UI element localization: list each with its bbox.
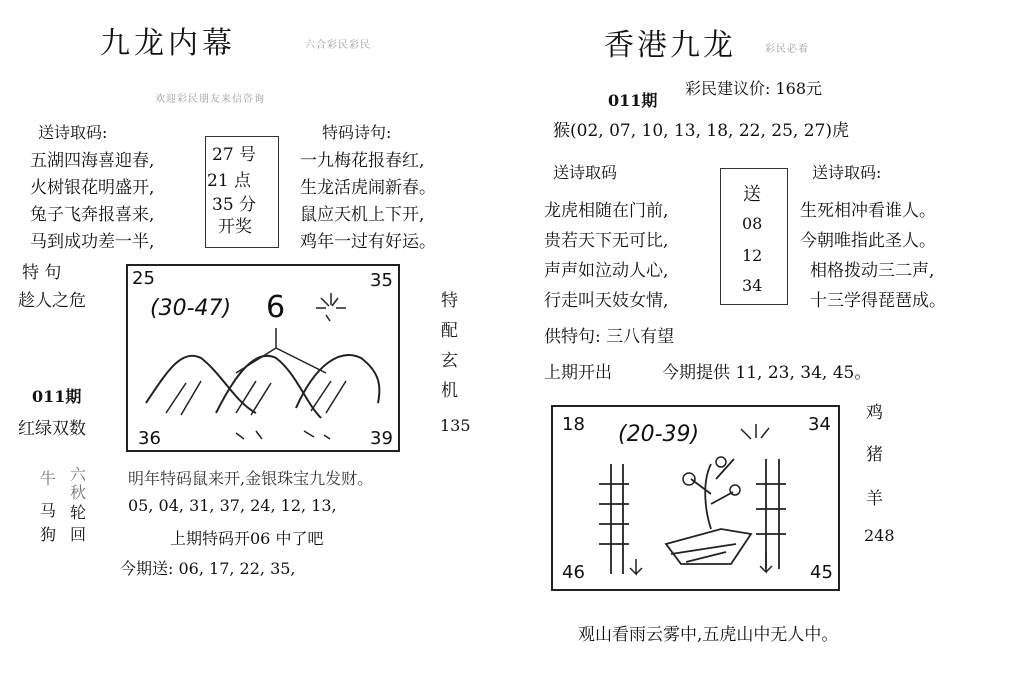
sketch-range: (30-47): [150, 296, 232, 321]
sketch-digit: 6: [266, 290, 286, 325]
left-poem-right-line: 鼠应天机上下开,: [300, 205, 425, 225]
right-poem-line: 声声如泣动人心,: [544, 261, 669, 281]
side-char: 机: [441, 381, 458, 401]
special-text: 趁人之危: [18, 291, 86, 311]
left-banner: 欢迎彩民朋友来信咨询: [155, 94, 265, 105]
left-title: 九龙内幕: [100, 26, 236, 61]
special-head: 特 句: [22, 263, 62, 283]
left-poem-right-line: 生龙活虎闹新春。: [300, 178, 436, 198]
left-issue: 011期: [32, 387, 82, 406]
red-green-label: 红绿双数: [18, 419, 86, 439]
left-poem-right-line: 鸡年一过有好运。: [300, 232, 436, 252]
right-issue: 011期: [608, 91, 658, 110]
sketch-corner-tr: 35: [370, 270, 393, 291]
send-box-line: 34: [742, 276, 763, 295]
left-poem-line: 马到成功差一半,: [30, 232, 155, 252]
provide-line: 今期提供 11, 23, 34, 45。: [662, 363, 872, 383]
zodiac-col: 牛: [40, 469, 57, 488]
right-poem-line: 龙虎相随在门前,: [544, 201, 669, 221]
left-line-3: 上期特码开06 中了吧: [170, 529, 324, 548]
left-poem-line: 五湖四海喜迎春,: [30, 151, 155, 171]
draw-box-line: 27 号: [212, 145, 257, 165]
draw-box-line: 35 分: [212, 195, 257, 215]
sketch-range: (20-39): [618, 422, 700, 447]
right-poem-head: 送诗取码: [553, 163, 618, 182]
send-box-line: 12: [742, 246, 763, 265]
left-line-1: 明年特码鼠来开,金银珠宝九发财。: [128, 469, 374, 488]
zodiac-col: 六: [70, 465, 87, 484]
sketch-corner-br: 45: [810, 562, 833, 583]
side-char: 配: [441, 321, 458, 341]
left-line-4: 今期送: 06, 17, 22, 35,: [120, 559, 296, 578]
left-poem-head: 送诗取码:: [38, 123, 108, 142]
left-poem-line: 兔子飞奔报喜来,: [30, 205, 155, 225]
zodiac-col: 狗: [40, 525, 57, 544]
sketch-corner-tl: 18: [562, 414, 585, 435]
right-price: 彩民建议价: 168元: [685, 79, 823, 98]
sketch-corner-bl: 36: [138, 428, 161, 449]
right-title: 香港九龙: [604, 28, 736, 63]
right-side-number: 248: [864, 526, 895, 545]
zodiac-col: 秋: [70, 483, 87, 502]
last-issue: 上期开出: [544, 363, 612, 383]
right-footer: 观山看雨云雾中,五虎山中无人中。: [578, 625, 839, 645]
zodiac-col: 回: [70, 525, 87, 544]
left-poem-line: 火树银花明盛开,: [30, 178, 155, 198]
side-number: 135: [440, 416, 471, 435]
draw-box-line: 21 点: [207, 171, 252, 191]
zodiac-col: 轮: [70, 503, 87, 522]
send-box-line: 送: [743, 184, 761, 205]
right-poem-right-head: 送诗取码:: [812, 163, 882, 182]
left-subtitle: 六合彩民彩民: [305, 40, 371, 51]
left-line-2: 05, 04, 31, 37, 24, 12, 13,: [128, 496, 337, 515]
side-char: 玄: [441, 351, 458, 371]
sketch-corner-bl: 46: [562, 562, 585, 583]
right-special: 供特句: 三八有望: [544, 327, 675, 347]
zodiac-col: 马: [40, 501, 57, 520]
side-char: 特: [441, 291, 458, 311]
left-poem-right-line: 一九梅花报春红,: [300, 151, 425, 171]
left-sketch: [126, 263, 401, 453]
right-side-char: 羊: [866, 489, 883, 509]
right-title-faint: 彩民必看: [765, 44, 809, 55]
right-poem-line: 贵若天下无可比,: [544, 231, 669, 251]
sketch-corner-br: 39: [370, 428, 393, 449]
monkey-line: 猴(02, 07, 10, 13, 18, 22, 25, 27)虎: [553, 121, 849, 141]
right-poem-right-line: 生死相冲看谁人。: [800, 201, 936, 221]
right-poem-right-line: 今朝唯指此圣人。: [800, 231, 936, 251]
right-side-char: 鸡: [866, 403, 883, 423]
sketch-corner-tr: 34: [808, 414, 831, 435]
send-box-line: 08: [742, 214, 763, 233]
right-poem-right-line: 相格拨动三二声,: [810, 261, 935, 281]
right-side-char: 猪: [866, 445, 883, 465]
draw-box-line: 开奖: [218, 217, 252, 237]
sketch-corner-tl: 25: [132, 268, 155, 289]
left-poem-right-head: 特码诗句:: [322, 123, 392, 142]
right-poem-line: 行走叫天妓女情,: [544, 291, 669, 311]
right-poem-right-line: 十三学得琵琶成。: [810, 291, 946, 311]
